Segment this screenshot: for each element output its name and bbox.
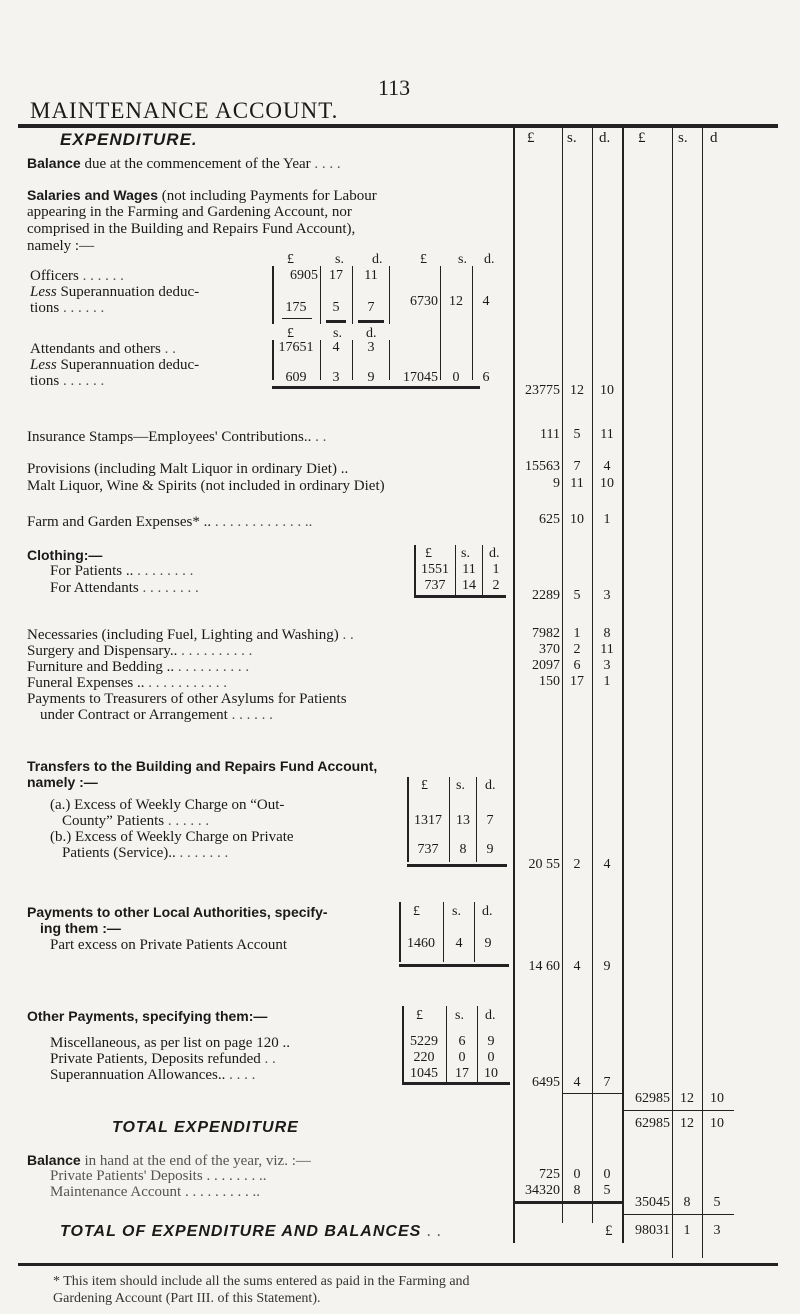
page-number: 113 [378,75,411,100]
balance-private-label: Private Patients' Deposits . . . . . . . .. [50,1168,267,1184]
local-d: 9 [484,936,492,951]
officers-less-l3: tions . . . . . . [30,300,105,316]
local-p: 1460 [407,936,435,951]
expenditure-subtotal-p: 62985 [635,1091,670,1106]
transfers-a-p: 1317 [414,813,442,828]
balance-total-p: 35045 [635,1195,670,1210]
other-hdr-d: d. [485,1008,496,1023]
tions-text: tions [30,373,60,389]
transfers-a-l1: (a.) Excess of Weekly Charge on “Out- [50,797,285,813]
other-total-p: 6495 [532,1075,560,1090]
other-misc-p: 5229 [410,1034,438,1049]
other-misc-label [50,1035,290,1052]
att-hdr-p: £ [287,326,294,341]
total-expenditure-label: TOTAL EXPENDITURE [112,1119,299,1136]
transfers-hdr-p: £ [421,778,428,793]
malt-p: 9 [553,476,560,491]
sub-rule [352,266,353,324]
clothing-total-s: 5 [573,588,581,603]
column-rule [562,128,563,1223]
surgery-d: 11 [600,642,614,657]
sub-rule [455,545,456,595]
clothing-patients-d: 1 [492,562,500,577]
attendants-s: 4 [332,340,340,355]
footnote [53,1273,470,1307]
sub-rule [440,266,441,380]
other-private-d: 0 [487,1050,495,1065]
clothing-attendants-p: 737 [424,578,446,593]
transfers-total-p: 20 55 [528,857,560,872]
local-total-p: 14 60 [528,959,560,974]
other-heading: Other Payments, specifying them:— [27,1008,268,1024]
sub-rule [477,1006,478,1082]
necessaries-p: 7982 [532,626,560,641]
funeral-d: 1 [603,674,611,689]
tions-text: tions [30,300,60,316]
transfers-b-d: 9 [486,842,494,857]
furniture-p: 2097 [532,658,560,673]
insurance-s: 5 [573,427,581,442]
transfers-hdr-s: s. [456,778,465,793]
grand-total-label: TOTAL OF EXPENDITURE AND BALANCES . . [60,1223,442,1240]
clothing-total-p: 2289 [532,588,560,603]
clothing-attendants-label: For Attendants . . . . . . . . [50,580,199,596]
col-header-shilling: s. [567,130,577,146]
sal-hdr-p2: £ [420,252,427,267]
grand-rule [624,1214,734,1215]
balance-maintenance-p: 34320 [525,1183,560,1198]
officers-less-l1 [30,284,199,301]
other-total-d: 7 [603,1075,611,1090]
other-hdr-p: £ [416,1008,423,1023]
balance-maintenance-text: Maintenance Account [50,1184,182,1200]
attendants-less-l3: tions . . . . . . [30,373,105,389]
transfers-b-l2: Patients (Service).. . . . . . . . [62,845,229,861]
balance-total-d: 5 [713,1195,721,1210]
officers-d: 11 [364,268,378,283]
insurance-d: 11 [600,427,614,442]
transfers-b-l1: (b.) Excess of Weekly Charge on Private [50,829,294,845]
transfers-hdr-d: d. [485,778,496,793]
other-private-p: 220 [413,1050,435,1065]
attendants-net-d: 6 [482,370,490,385]
salaries-base-rule [272,386,480,389]
transfers-total-s: 2 [573,857,581,872]
transfers-b-text-2: Patients (Service).. [62,845,176,861]
clothing-attendants-s: 14 [462,578,476,593]
officers-net-p: 6730 [410,294,438,309]
other-super-text: Superannuation Allowances.. [50,1067,226,1083]
underline [358,320,384,323]
insurance-text: Insurance Stamps—Employees' Contributions.. [27,429,312,445]
clothing-heading: Clothing:— [27,547,103,563]
less-word: Less [30,284,57,300]
necessaries-d: 8 [603,626,611,641]
local-base-rule [399,964,509,967]
farm-p: 625 [539,512,560,527]
section-title: EXPENDITURE. [60,130,198,149]
col-header-pound: £ [527,130,535,146]
other-super-p: 1045 [410,1066,438,1081]
transfers-base-rule [407,864,507,867]
total-expenditure-s: 12 [680,1116,694,1131]
provisions-label: Provisions (including Malt Liquor in ordinary Diet) .. [27,461,349,477]
attendants-less-p: 609 [285,370,307,385]
other-total-s: 4 [573,1075,581,1090]
column-rule [622,128,624,1243]
grand-total-text: TOTAL OF EXPENDITURE AND BALANCES [60,1223,422,1240]
provisions-d: 4 [603,459,611,474]
salaries-line-4: namely :— [27,238,95,254]
salaries-line-2: appearing in the Farming and Gardening Account, nor [27,204,352,220]
provisions-p: 15563 [525,459,560,474]
local-heading-2: ing them :— [40,920,121,936]
malt-d: 10 [600,476,614,491]
transfers-a-text-2: County” Patients [62,813,165,829]
salaries-total-p: 23775 [525,383,560,398]
farm-s: 10 [570,512,584,527]
attendants-net-p: 17045 [403,370,438,385]
sub-rule [352,340,353,380]
farm-text: Farm and Garden Expenses* .. [27,514,212,530]
total-expenditure-d: 10 [710,1116,724,1131]
furniture-s: 6 [573,658,581,673]
other-misc-text: Miscellaneous, as per list on page 120 .. [50,1035,290,1051]
clothing-patients-p: 1551 [421,562,449,577]
local-hdr-d: d. [482,904,493,919]
local-total-d: 9 [603,959,611,974]
col-header-pound-2: £ [638,130,646,146]
subtotal-rule [624,1110,734,1111]
sub-rule [320,266,321,324]
provisions-s: 7 [573,459,581,474]
grand-total-currency: £ [605,1223,613,1239]
furniture-label: Furniture and Bedding .. . . . . . . . . . . [27,659,250,675]
officers-net-d: 4 [482,294,490,309]
local-text: Part excess on Private Patients Account [50,937,288,953]
necessaries-label: Necessaries (including Fuel, Lighting and Washing) . . [27,627,354,643]
attendants-net-s: 0 [452,370,460,385]
malt-s: 11 [570,476,584,491]
attendants-d: 3 [367,340,375,355]
officers-less-d: 7 [367,300,375,315]
sal-hdr-s2: s. [458,252,467,267]
other-misc-s: 6 [458,1034,466,1049]
sub-rule [474,902,475,962]
clothing-hdr-s: s. [461,546,470,561]
underline [326,320,346,323]
local-total-s: 4 [573,959,581,974]
insurance-label: Insurance Stamps—Employees' Contributions.. . . [27,429,327,445]
balance-total-s: 8 [683,1195,691,1210]
clothing-patients-text: For Patients .. [50,563,134,579]
balance-private-d: 0 [603,1167,611,1182]
balance-base-rule [513,1201,623,1204]
balance-maintenance-label: Maintenance Account . . . . . . . . . .. [50,1184,260,1200]
local-heading-1: Payments to other Local Authorities, specify- [27,904,328,920]
officers-p: 6905 [290,268,318,283]
att-hdr-s: s. [333,326,342,341]
grand-total-p: 98031 [635,1223,670,1238]
footer-rule [18,1263,778,1266]
salaries-text-1: (not including Payments for Labour [161,188,377,204]
col-header-pence-2: d [710,130,718,146]
attendants-text: Attendants and others [30,341,161,357]
column-rule [672,128,673,1258]
transfers-heading: Transfers to the Building and Repairs Fund Account, [27,758,378,774]
transfers-namely: namely :— [27,774,98,790]
sal-hdr-d1: d. [372,252,383,267]
other-super-label: Superannuation Allowances.. . . . . [50,1067,256,1083]
footnote-line-1: * This item should include all the sums entered as paid in the Farming and [53,1274,470,1289]
clothing-attendants-text: For Attendants [50,580,139,596]
less-word: Less [30,357,57,373]
header-rule [18,124,778,128]
transfers-b-s: 8 [459,842,467,857]
total-expenditure-p: 62985 [635,1116,670,1131]
sub-rule [389,340,390,380]
sal-hdr-s1: s. [335,252,344,267]
transfers-a-s: 13 [456,813,470,828]
other-private-label: Private Patients, Deposits refunded . . [50,1051,276,1067]
transfers-a-l2: County” Patients . . . . . . [62,813,210,829]
farm-d: 1 [603,512,611,527]
sal-hdr-p1: £ [287,252,294,267]
clothing-hdr-p: £ [425,546,432,561]
furniture-d: 3 [603,658,611,673]
funeral-label: Funeral Expenses .. . . . . . . . . . . . [27,675,227,691]
other-private-text: Private Patients, Deposits refunded [50,1051,261,1067]
necessaries-text: Necessaries (including Fuel, Lighting and Washing) [27,627,339,643]
less-text: Superannuation deduc- [60,357,200,373]
clothing-total-d: 3 [603,588,611,603]
balance-commencement-visible: due at the commencement of the Year [84,156,311,172]
attendants-less-s: 3 [332,370,340,385]
surgery-s: 2 [573,642,581,657]
grand-total-d: 3 [713,1223,721,1238]
other-super-s: 17 [455,1066,469,1081]
sub-rule [399,902,401,962]
other-total-underline [562,1093,622,1094]
clothing-patients-s: 11 [462,562,476,577]
sub-rule [476,777,477,862]
treasurers-l2: under Contract or Arrangement . . . . . . [40,707,273,723]
sub-rule [446,1006,447,1082]
balance-private-p: 725 [539,1167,560,1182]
underline [282,318,312,319]
officers-less-p: 175 [285,300,307,315]
sub-rule [482,545,483,595]
surgery-text: Surgery and Dispensary.. [27,643,178,659]
other-super-d: 10 [484,1066,498,1081]
funeral-text: Funeral Expenses .. [27,675,145,691]
salaries-total-s: 12 [570,383,584,398]
balance-maintenance-s: 8 [573,1183,581,1198]
balance-maintenance-d: 5 [603,1183,611,1198]
officers-text: Officers [30,268,79,284]
necessaries-s: 1 [573,626,581,641]
other-base-rule [402,1082,510,1085]
balance-heading-rest: in hand at the end of the year, viz. :— [84,1153,311,1169]
treasurers-text-2: under Contract or Arrangement [40,707,228,723]
balance-heading: Balance [27,1152,81,1168]
attendants-label: Attendants and others . . [30,341,176,357]
page-title: MAINTENANCE ACCOUNT. [30,98,339,123]
farm-label: Farm and Garden Expenses* .. . . . . . . . . . . . . .. [27,514,313,530]
clothing-hdr-d: d. [489,546,500,561]
transfers-total-d: 4 [603,857,611,872]
surgery-label: Surgery and Dispensary.. . . . . . . . . . . [27,643,253,659]
sub-rule [449,777,450,862]
footnote-line-2: Gardening Account (Part III. of this Statement). [53,1291,321,1306]
sal-hdr-d2: d. [484,252,495,267]
officers-less-s: 5 [332,300,340,315]
transfers-b-p: 737 [417,842,439,857]
column-rule [592,128,593,1223]
salaries-line-3: comprised in the Building and Repairs Fund Account), [27,221,356,237]
funeral-p: 150 [539,674,560,689]
malt-label: Malt Liquor, Wine & Spirits (not included in ordinary Diet) [27,478,385,494]
sub-rule [389,266,390,324]
local-hdr-s: s. [452,904,461,919]
clothing-base-rule [414,595,506,598]
transfers-a-d: 7 [486,813,494,828]
clothing-patients-label: For Patients .. . . . . . . . . [50,563,194,579]
less-text: Superannuation deduc- [60,284,200,300]
clothing-attendants-d: 2 [492,578,500,593]
balance-private-s: 0 [573,1167,581,1182]
local-s: 4 [455,936,463,951]
funeral-s: 17 [570,674,584,689]
attendants-less-d: 9 [367,370,375,385]
sub-rule [472,266,473,380]
col-header-shilling-2: s. [678,130,688,146]
surgery-p: 370 [539,642,560,657]
balance-private-text: Private Patients' Deposits [50,1168,203,1184]
salaries-heading: Salaries and Wages [27,187,158,203]
other-misc-d: 9 [487,1034,495,1049]
grand-total-s: 1 [683,1223,691,1238]
officers-s: 17 [329,268,343,283]
furniture-text: Furniture and Bedding .. [27,659,175,675]
attendants-less-l1 [30,357,199,374]
treasurers-l1: Payments to Treasurers of other Asylums for Patients [27,691,347,707]
expenditure-subtotal-s: 12 [680,1091,694,1106]
att-hdr-d: d. [366,326,377,341]
officers-net-s: 12 [449,294,463,309]
insurance-p: 111 [540,427,560,442]
salaries-line-1 [27,187,377,205]
balance-commencement: Balance due at the commencement of the Year . . . . [27,155,341,172]
expenditure-subtotal-d: 10 [710,1091,724,1106]
sub-rule [320,340,321,380]
column-rule [702,128,703,1258]
local-hdr-p: £ [413,904,420,919]
other-private-s: 0 [458,1050,466,1065]
attendants-p: 17651 [278,340,314,355]
col-header-pence: d. [599,130,611,146]
officers-label: Officers . . . . . . [30,268,124,284]
salaries-total-d: 10 [600,383,614,398]
other-hdr-s: s. [455,1008,464,1023]
sub-rule [443,902,444,962]
